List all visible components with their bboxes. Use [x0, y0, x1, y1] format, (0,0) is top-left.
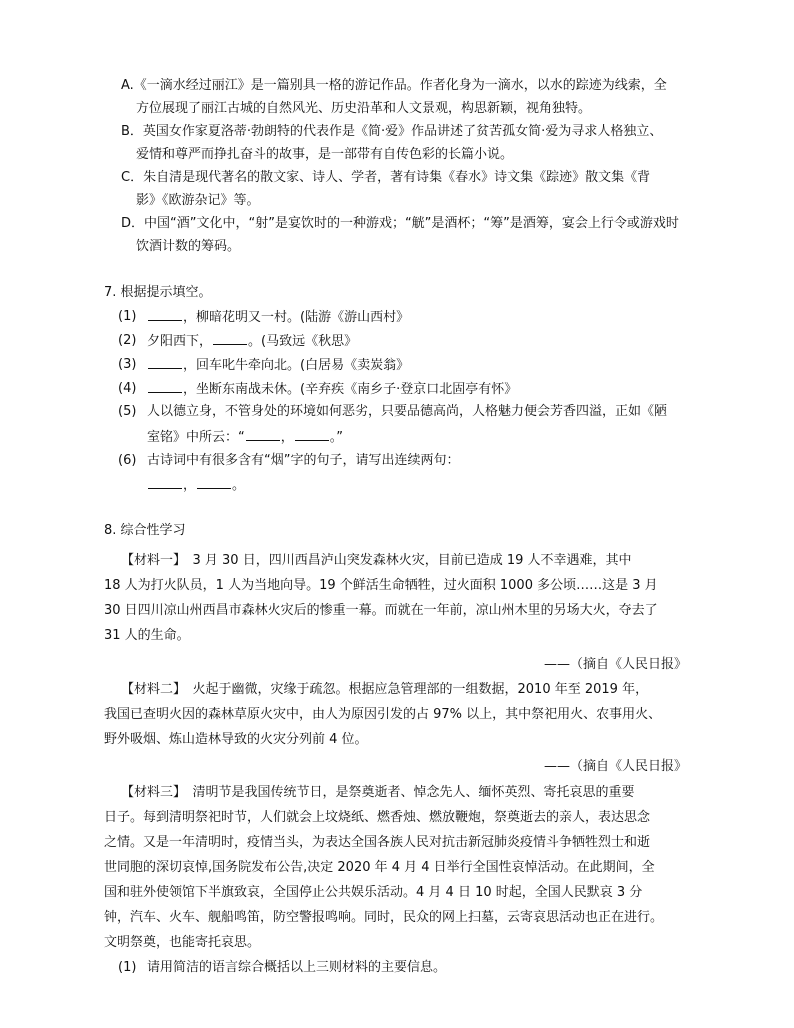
q7-item-6-line-2: ， 。 — [147, 475, 245, 496]
fill-blank[interactable] — [246, 427, 280, 441]
material-3-line-2: 日子。每到清明祭祀时节，人们就会上坟烧纸、燃香烛、燃放鞭炮，祭奠逝去的亲人，表达思念 — [104, 810, 651, 825]
material-2-line-1: 【材料二】 火起于幽微，灾缘于疏忽。根据应急管理部的一组数据，2010 年至 2019 年， — [121, 682, 649, 697]
fill-blank[interactable] — [213, 331, 247, 345]
q7-item-3: ，回车叱牛牵向北。(白居易《卖炭翁》 — [147, 355, 409, 376]
option-b-line-2: 爱情和尊严而挣扎奋斗的故事，是一部带有自传色彩的长篇小说。 — [136, 147, 514, 162]
material-2-source: ——（摘自《人民日报》 — [544, 759, 688, 774]
q7-item-5-line-2: 室铭》中所云：“ ， 。” — [147, 427, 343, 448]
material-3-line-6: 钟，汽车、火车、舰船鸣笛，防空警报鸣响。同时，民众的网上扫墓，云寄哀思活动也正在进行。 — [104, 910, 664, 925]
q7-item-3-number: (3) — [118, 357, 137, 372]
q7-item-6-line-1: 古诗词中有很多含有“烟”字的句子，请写出连续两句： — [147, 453, 460, 468]
q7-item-5-line-1: 人以德立身，不管身处的环境如何恶劣，只要品德高尚，人格魅力便会芳香四溢，正如《陋 — [147, 404, 668, 419]
material-1-line-3: 30 日四川凉山州西昌市森林火灾后的惨重一幕。而就在一年前，凉山州木里的另场大火，夺去了 — [104, 603, 658, 618]
material-2-line-3: 野外吸烟、炼山造林导致的火灾分列前 4 位。 — [104, 732, 368, 747]
material-1-line-4: 31 人的生命。 — [104, 628, 190, 643]
option-d-line-2: 饮酒计数的筹码。 — [136, 239, 241, 254]
material-3-line-5: 国和驻外使领馆下半旗致哀，全国停止公共娱乐活动。4 月 4 日 10 时起，全国人民默哀 3 分 — [104, 885, 643, 900]
question-7-title: 7. 根据提示填空。 — [104, 285, 212, 300]
option-d-line-1: D．中国“酒”文化中，“射”是宴饮时的一种游戏；“觥”是酒杯；“筹”是酒筹，宴会上行令或游戏时 — [121, 216, 679, 231]
material-1-line-2: 18 人为打火队员，1 人为当地向导。19 个鲜活生命牺牲，过火面积 1000 多公顷……这是 3 月 — [104, 578, 658, 593]
option-c-line-1: C．朱自清是现代著名的散文家、诗人、学者，著有诗集《春水》诗文集《踪迹》散文集《背 — [121, 170, 651, 185]
fill-blank[interactable] — [295, 427, 329, 441]
fill-blank[interactable] — [148, 379, 182, 393]
fill-blank[interactable] — [148, 355, 182, 369]
material-1-line-1: 【材料一】 3 月 30 日，四川西昌泸山突发森林火灾，目前已造成 19 人不幸遇难，其中 — [121, 553, 632, 568]
option-a-line-2: 方位展现了丽江古城的自然风光、历史沿革和人文景观，构思新颖，视角独特。 — [136, 101, 592, 116]
material-3-line-3: 之情。又是一年清明时，疫情当头，为表达全国各族人民对抗击新冠肺炎疫情斗争牺牲烈士和逝 — [104, 835, 651, 850]
q7-item-4: ，坐断东南战未休。(辛弃疾《南乡子·登京口北固亭有怀》 — [147, 379, 517, 400]
fill-blank[interactable] — [148, 475, 182, 489]
material-3-line-4: 世同胞的深切哀悼,国务院发布公告,决定 2020 年 4 月 4 日举行全国性哀悼活动。在此期间，全 — [104, 860, 655, 875]
question-8-title: 8. 综合性学习 — [104, 523, 186, 538]
option-b-line-1: B．英国女作家夏洛蒂·勃朗特的代表作是《简·爱》作品讲述了贫苦孤女简·爱为寻求人格独立、 — [121, 124, 663, 139]
material-2-line-2: 我国已查明火因的森林草原火灾中，由人为原因引发的占 97% 以上，其中祭祀用火、农事用火、 — [104, 707, 662, 722]
material-3-line-1: 【材料三】 清明节是我国传统节日，是祭奠逝者、悼念先人、缅怀英烈、寄托哀思的重要 — [121, 785, 635, 800]
option-c-line-2: 影》《欧游杂记》等。 — [136, 193, 260, 208]
q8-sub-1-prompt: 请用简洁的语言综合概括以上三则材料的主要信息。 — [147, 960, 447, 975]
q7-item-4-number: (4) — [118, 381, 137, 396]
q7-item-2-number: (2) — [118, 333, 137, 348]
material-1-source: ——（摘自《人民日报》 — [544, 657, 688, 672]
fill-blank[interactable] — [197, 475, 231, 489]
option-a-line-1: A.《一滴水经过丽江》是一篇别具一格的游记作品。作者化身为一滴水，以水的踪迹为线索，全 — [121, 78, 667, 93]
q7-item-5-number: (5) — [118, 404, 137, 419]
q7-item-1: ，柳暗花明又一村。(陆游《游山西村》 — [147, 307, 409, 328]
q7-item-1-number: (1) — [118, 309, 137, 324]
q7-item-6-number: (6) — [118, 453, 137, 468]
material-3-line-7: 文明祭奠，也能寄托哀思。 — [104, 935, 261, 950]
q8-sub-1-number: (1) — [118, 960, 137, 975]
fill-blank[interactable] — [148, 307, 182, 321]
q7-item-2: 夕阳西下， 。(马致远《秋思》 — [147, 331, 357, 352]
